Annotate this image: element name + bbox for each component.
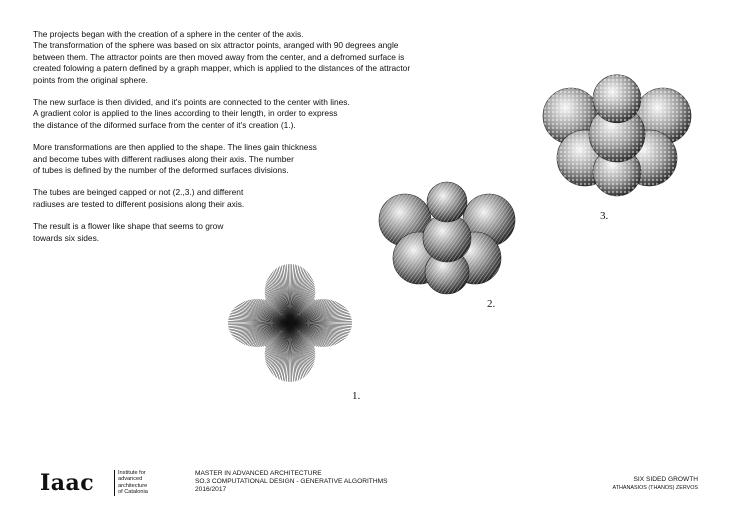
- figure-3-label: 3.: [600, 210, 609, 222]
- figure-1-line-flower: [215, 255, 365, 390]
- figure-1-label: 1.: [352, 390, 361, 402]
- intro-paragraph: More transformations are then applied to the shape. The lines gain thickness and become tubes with different radiuses along their axis. The number of tubes is defined by the number of the deformed surfaces divisions.: [33, 142, 317, 176]
- course-info: [195, 470, 387, 495]
- intro-paragraph: The result is a flower like shape that seems to grow towards six sides.: [33, 221, 224, 243]
- intro-paragraph: The new surface is then divided, and it's points are connected to the center with lines. A gradient color is applied to the lines according to their length, in order to express the distance of the diformed surface from the center of it's creation (1.).: [33, 97, 350, 130]
- project-author: ATHANASIOS (THANOS) ZERVOS: [612, 485, 698, 491]
- logo-wordmark: Iaac: [40, 470, 95, 496]
- course-year: 2016/2017: [195, 486, 227, 494]
- project-title: SIX SIDED GROWTH: [633, 476, 698, 483]
- top-sphere: [593, 75, 641, 123]
- figure-3-capped-tube-flower: [535, 38, 700, 208]
- course-module: SO.3 COMPUTATIONAL DESIGN - GENERATIVE ALGORITHMS: [195, 478, 388, 486]
- intro-paragraph: The projects began with the creation of a sphere in the center of the axis. The transformation of the sphere was based on six attractor points, aranged with 90 degrees angle between them. The attractor points are then moved away from the center, and a defromed surface is created folowing a patern defined by a graph mapper, which is applied to the distances of the attractor points from the original sphere.: [33, 29, 411, 85]
- intro-paragraph: The tubes are beinged capped or not (2.,3.) and different radiuses are tested to different posisions along their axis.: [33, 187, 245, 209]
- course-title: MASTER IN ADVANCED ARCHITECTURE: [195, 470, 322, 477]
- project-info: [613, 476, 698, 492]
- institute-name: Institute for advanced architecture of Catalonia: [118, 470, 148, 496]
- figure-2-tube-flower: [365, 150, 530, 300]
- logo-divider: [114, 470, 115, 496]
- top-sphere: [427, 182, 467, 222]
- figure-2-label: 2.: [487, 298, 496, 310]
- iaac-logo: [40, 470, 94, 496]
